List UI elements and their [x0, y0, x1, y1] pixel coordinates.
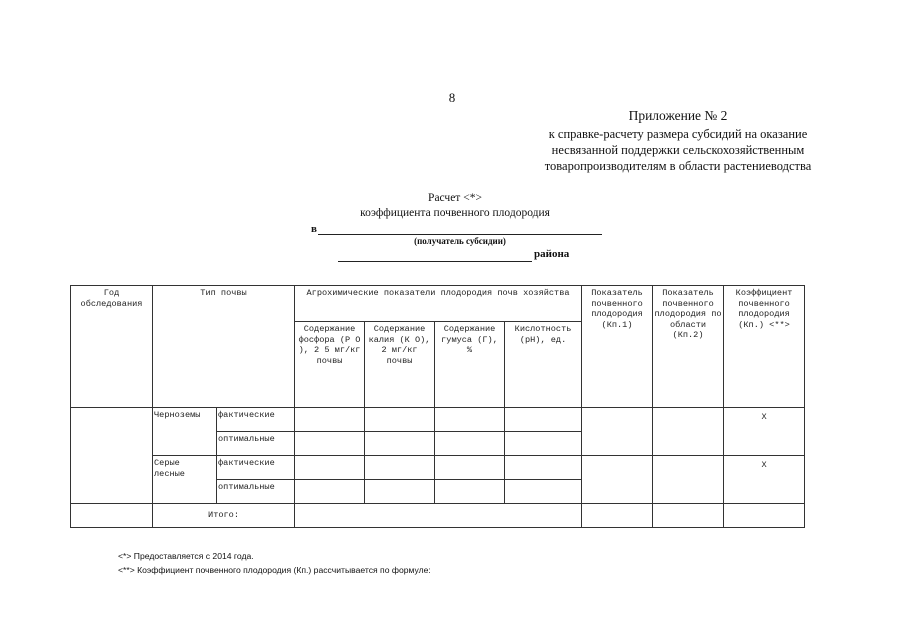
- table-cell: [365, 480, 435, 504]
- agro-indicators-header: Агрохимические показатели плодородия почв хозяйства: [295, 286, 582, 322]
- year-cell: [71, 408, 153, 504]
- table-cell: [435, 408, 505, 432]
- grey-forest-kp-x: Х: [724, 456, 805, 504]
- soil-chernozem: Черноземы: [153, 408, 217, 456]
- page-number: 8: [448, 90, 456, 105]
- table-cell: [653, 504, 724, 528]
- grey-forest-actual: фактические: [217, 456, 295, 480]
- kp2-header: Показатель почвенного плодородия по области (Кп.2): [653, 286, 724, 408]
- table-cell: [582, 456, 653, 504]
- table-cell: [435, 432, 505, 456]
- phosphorus-header: Содержание фосфора (Р О ), 2 5 мг/кг почвы: [295, 322, 365, 408]
- district-line: [338, 260, 532, 262]
- calc-subtitle: коэффициента почвенного плодородия: [360, 207, 550, 219]
- acidity-header: Кислотность (pH), ед.: [505, 322, 582, 408]
- soil-type-header: Тип почвы: [153, 286, 295, 408]
- potassium-header: Содержание калия (К О), 2 мг/кг почвы: [365, 322, 435, 408]
- humus-header: Содержание гумуса (Г), %: [435, 322, 505, 408]
- recipient-line: [318, 233, 602, 235]
- total-label: Итого:: [153, 504, 295, 528]
- chernozem-kp-x: Х: [724, 408, 805, 456]
- table-cell: [435, 456, 505, 480]
- table-cell: [505, 480, 582, 504]
- calc-title: Расчет <*>: [428, 192, 482, 204]
- soil-grey-forest: Серые лесные: [153, 456, 217, 504]
- table-cell: [653, 456, 724, 504]
- table-cell: [582, 504, 653, 528]
- appendix-line-2: несвязанной поддержки сельскохозяйственным: [551, 143, 805, 157]
- table-cell: [505, 432, 582, 456]
- table-cell: [435, 480, 505, 504]
- recipient-caption: (получатель субсидии): [414, 236, 506, 246]
- chernozem-optimal: оптимальные: [217, 432, 295, 456]
- year-header: Год обследования: [71, 286, 153, 408]
- table-cell: [653, 408, 724, 456]
- table-cell: [582, 408, 653, 456]
- in-label: в: [311, 223, 317, 235]
- table-cell: [295, 480, 365, 504]
- table-cell: [295, 432, 365, 456]
- grey-forest-optimal: оптимальные: [217, 480, 295, 504]
- table-cell: [71, 504, 153, 528]
- footnote-1: <*> Предоставляется с 2014 года.: [118, 551, 254, 561]
- table-cell: [724, 504, 805, 528]
- table-cell: [295, 408, 365, 432]
- appendix-line-1: к справке-расчету размера субсидий на оказание: [548, 127, 808, 141]
- kp-header: Коэффициент почвенного плодородия (Кп.) <**>: [724, 286, 805, 408]
- appendix-title: Приложение № 2: [628, 108, 728, 123]
- table-cell: [365, 456, 435, 480]
- soil-fertility-table: [70, 285, 805, 528]
- table-cell: [295, 456, 365, 480]
- table-cell: [505, 456, 582, 480]
- table-cell: [505, 408, 582, 432]
- district-suffix: района: [534, 248, 570, 260]
- table-cell: [295, 504, 582, 528]
- footnote-2: <**> Коэффициент почвенного плодородия (Кп.) рассчитывается по формуле:: [118, 565, 431, 575]
- table-cell: [365, 408, 435, 432]
- appendix-line-3: товаропроизводителям в области растениеводства: [544, 159, 812, 173]
- chernozem-actual: фактические: [217, 408, 295, 432]
- kp1-header: Показатель почвенного плодородия (Кп.1): [582, 286, 653, 408]
- table-cell: [365, 432, 435, 456]
